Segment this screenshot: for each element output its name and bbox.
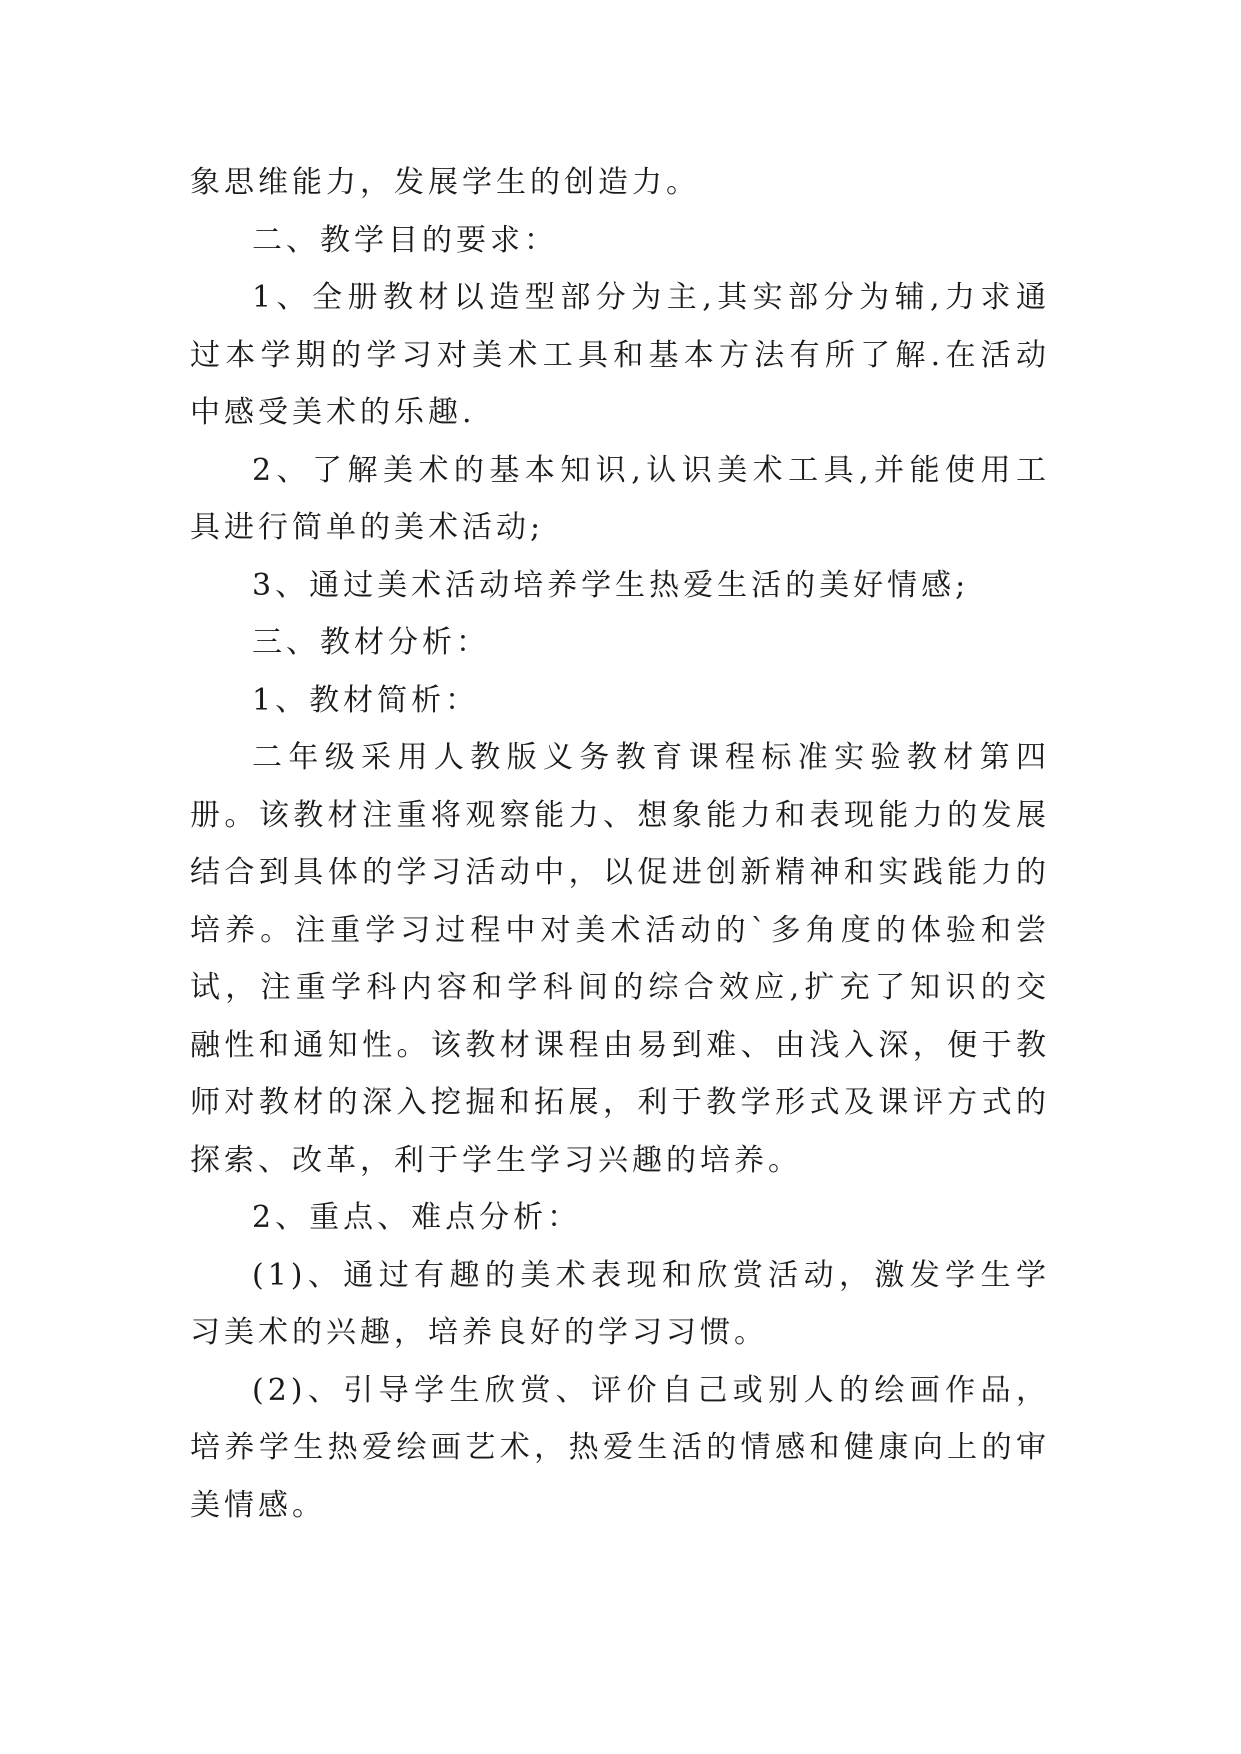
- heading-teaching-goals: 二、教学目的要求：: [252, 222, 558, 258]
- paragraph-goal-1: 1、全册教材以造型部分为主,其实部分为辅,力求通过本学期的学习对美术工具和基本方法有所了解.在活动中感受美术的乐趣.: [190, 280, 1050, 430]
- paragraph-key-point-2: (2)、引导学生欣赏、评价自己或别人的绘画作品，培养学生热爱绘画艺术，热爱生活的情感和健康向上的审美情感。: [190, 1372, 1050, 1523]
- document-body: [190, 154, 1050, 1534]
- paragraph-continuation: 象思维能力，发展学生的创造力。: [190, 165, 700, 200]
- paragraph-goal-2: 2、了解美术的基本知识,认识美术工具,并能使用工具进行简单的美术活动;: [190, 452, 1050, 545]
- heading-material-analysis: 三、教材分析：: [252, 625, 490, 660]
- subheading-key-points: 2、重点、难点分析：: [252, 1200, 582, 1235]
- paragraph-material-brief: 二年级采用人教版义务教育课程标准实验教材第四册。该教材注重将观察能力、想象能力和表现能力的发展结合到具体的学习活动中，以促进创新精神和实践能力的培养。注重学习过程中对美术活动的`多角度的体验和尝试，注重学科内容和学科间的综合效应,扩充了知识的交融性和通知性。该教材课程由易到难、由浅入深，便于教师对教材的深入挖掘和拓展，利于教学形式及课评方式的探索、改革，利于学生学习兴趣的培养。: [190, 740, 1050, 1178]
- subheading-material-brief: 1、教材简析：: [252, 682, 480, 718]
- paragraph-goal-3: 3、通过美术活动培养学生热爱生活的美好情感;: [252, 567, 970, 603]
- paragraph-key-point-1: (1)、通过有趣的美术表现和欣赏活动，激发学生学习美术的兴趣，培养良好的学习习惯。: [190, 1257, 1050, 1350]
